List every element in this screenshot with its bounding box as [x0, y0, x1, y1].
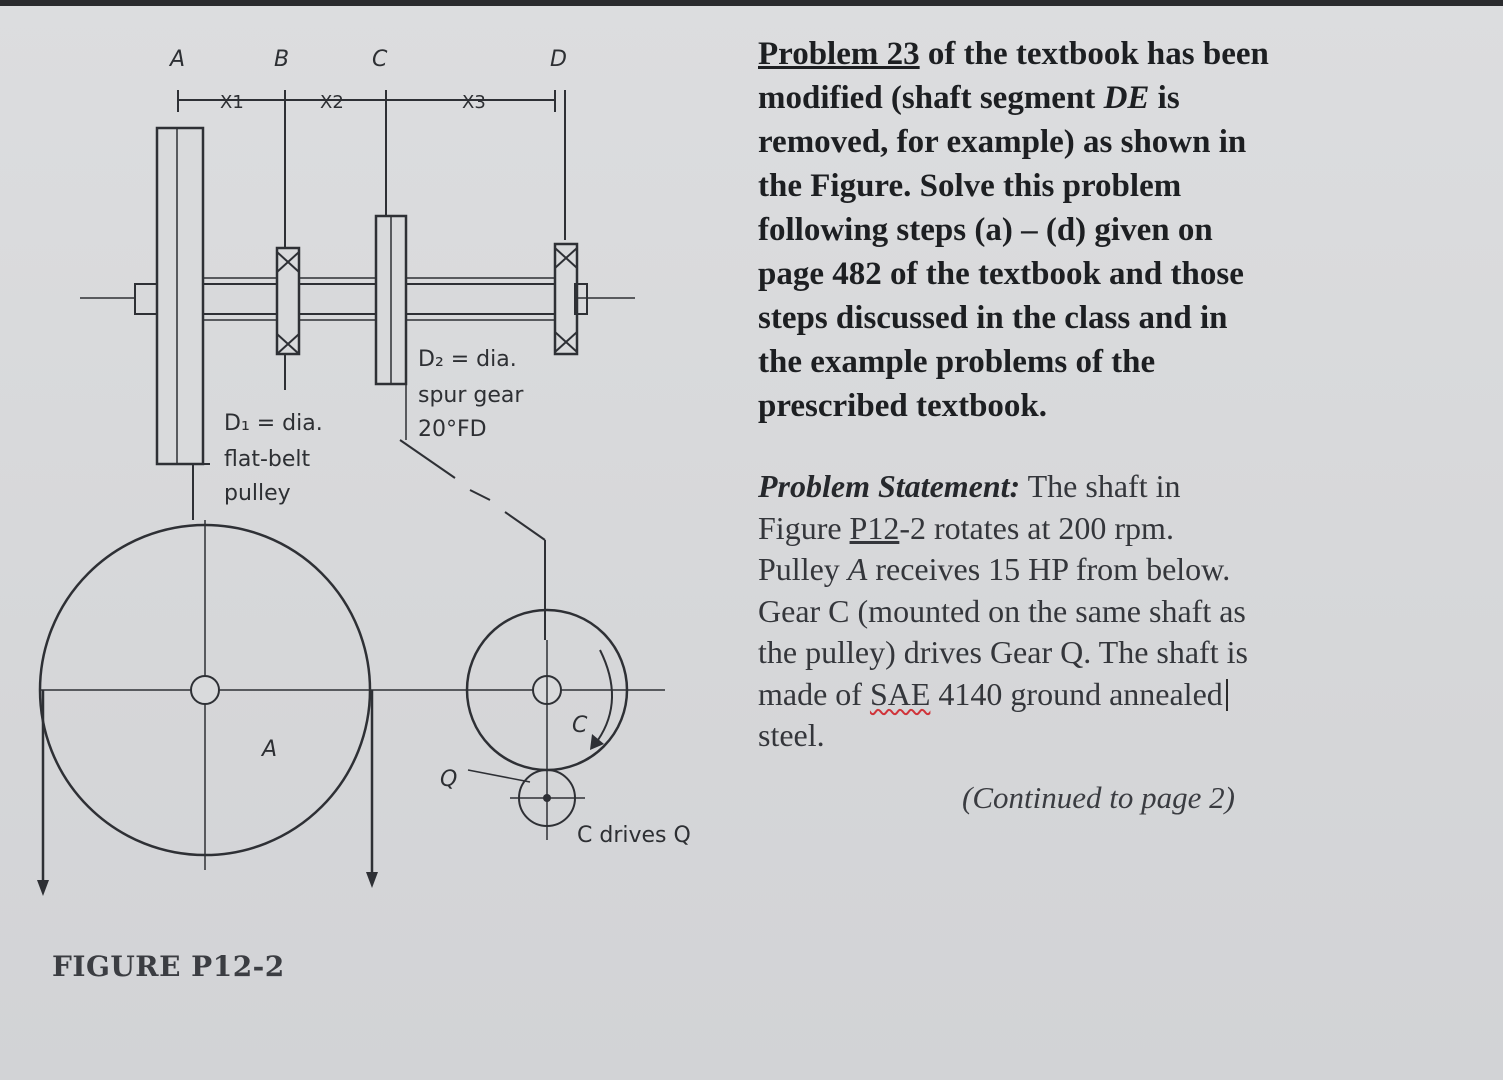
- statement-line-5: the pulley) drives Gear Q. The shaft is: [758, 634, 1248, 670]
- pulley-a-ref: A: [847, 551, 868, 587]
- problem-line-3: removed, for example) as shown in: [758, 124, 1247, 160]
- dim-label-x1: X1: [220, 92, 244, 113]
- gear-label-line3: 20°FD: [418, 417, 487, 442]
- problem-intro-line-1: [758, 32, 1478, 76]
- problem-line-2: modified (shaft segment: [758, 80, 1096, 116]
- problem-line-1: of the textbook has been: [927, 36, 1269, 72]
- segment-after: is: [1157, 80, 1180, 116]
- problem-line-6: page 482 of the textbook and those: [758, 256, 1244, 292]
- statement-line2-post: -2 rotates at 200 rpm.: [899, 509, 1174, 546]
- rotation-arrow-c: [598, 650, 612, 740]
- station-label-c: C: [372, 47, 388, 72]
- gear-label-line1: D₂ = dia.: [418, 347, 517, 372]
- gear-q-letter: Q: [440, 767, 458, 792]
- problem-intro: [758, 32, 1478, 428]
- continued-note: (Continued to page 2): [962, 780, 1235, 815]
- dim-label-x2: X2: [320, 92, 344, 113]
- gear-label-line2: spur gear: [418, 383, 524, 408]
- pulley-label-line2: flat-belt: [224, 447, 311, 472]
- problem-line-7: steps discussed in the class and in: [758, 300, 1228, 336]
- statement-line6-pre: made of: [758, 675, 870, 712]
- problem-ref: Problem 23: [758, 36, 920, 72]
- problem-line-9: prescribed textbook.: [758, 388, 1048, 424]
- station-label-d: D: [550, 47, 567, 72]
- pulley-a-section: [157, 128, 203, 464]
- statement-line6-post: 4140 ground annealed: [930, 675, 1223, 712]
- statement-line3-pre: Pulley: [758, 551, 848, 587]
- bearing-d: [555, 244, 577, 354]
- problem-line-8: the example problems of the: [758, 344, 1156, 380]
- statement-line-7: steel.: [758, 717, 825, 753]
- statement-line-1: [758, 466, 1478, 508]
- problem-intro-line-2: [758, 76, 1478, 120]
- statement-line-6: [758, 674, 1478, 716]
- problem-line-4: the Figure. Solve this problem: [758, 168, 1182, 204]
- pulley-a-letter: A: [262, 737, 278, 762]
- dim-label-x3: X3: [462, 92, 486, 113]
- problem-statement: [758, 466, 1478, 757]
- text-panel: [758, 32, 1478, 757]
- figure-ref: P12: [849, 509, 900, 546]
- belt-right-arrow: [366, 872, 378, 888]
- figure-caption: FIGURE P12-2: [52, 950, 285, 983]
- station-label-b: B: [274, 47, 290, 72]
- gear-q-leader: [468, 770, 530, 782]
- pulley-label-line3: pulley: [224, 481, 291, 506]
- text-cursor: [1226, 679, 1228, 711]
- pulley-label-line1: D₁ = dia.: [224, 411, 323, 436]
- projection-line-3: [505, 512, 545, 540]
- pulley-a-center: [191, 676, 219, 704]
- station-label-a: A: [170, 47, 186, 72]
- statement-line2-pre: Figure: [758, 509, 850, 546]
- gear-q-center: [543, 794, 551, 802]
- statement-label: Problem Statement:: [758, 468, 1021, 504]
- projection-line-2: [470, 490, 490, 500]
- material-spellcheck: SAE: [869, 675, 931, 712]
- statement-line-3: [758, 549, 1478, 591]
- gear-c-letter: C: [572, 713, 588, 738]
- drives-note: C drives Q: [577, 823, 691, 848]
- statement-line-4: Gear C (mounted on the same shaft as: [758, 592, 1246, 629]
- statement-line-2: [758, 508, 1478, 550]
- problem-line-5: following steps (a) – (d) given on: [758, 212, 1213, 248]
- projection-line-1: [400, 440, 455, 478]
- statement-line3-post: receives 15 HP from below.: [867, 551, 1231, 587]
- segment-de: DE: [1103, 80, 1150, 116]
- belt-left-arrow: [37, 880, 49, 896]
- statement-line1-rest: The shaft in: [1020, 468, 1181, 504]
